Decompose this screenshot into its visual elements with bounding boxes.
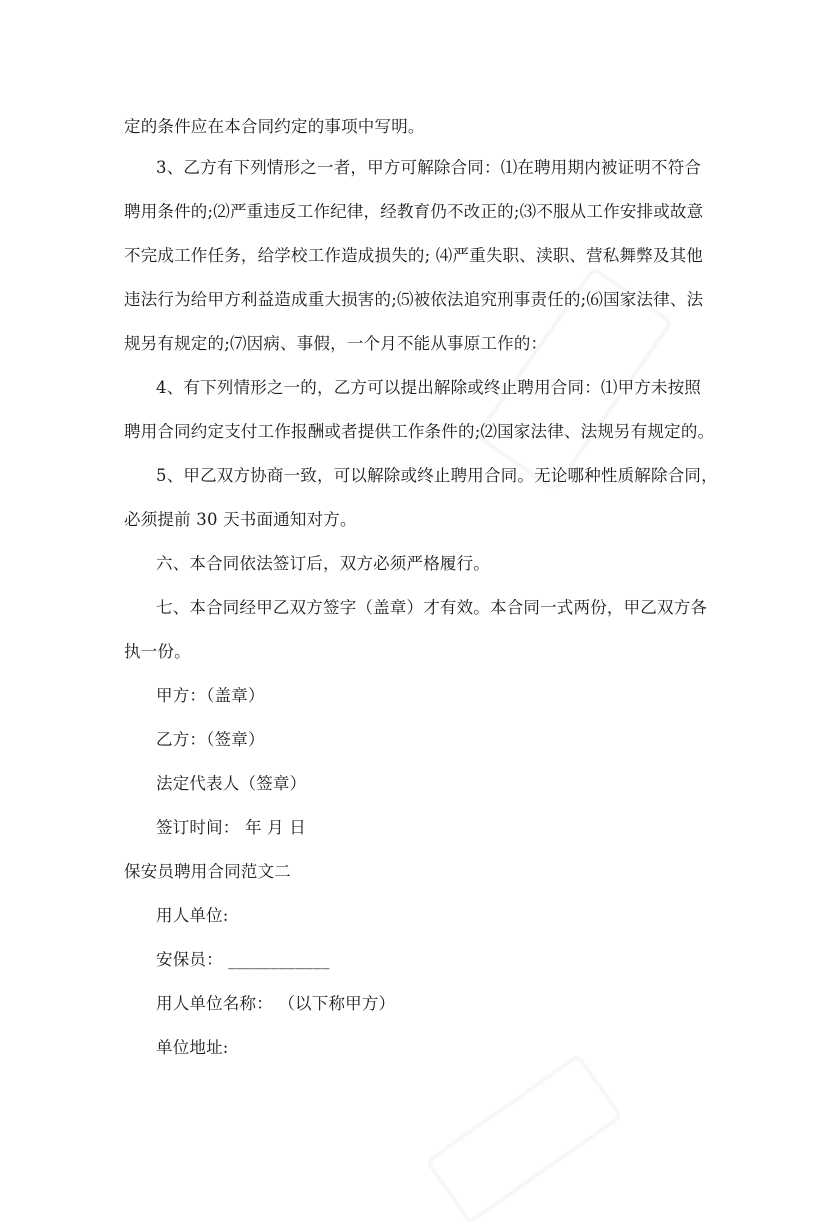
text-line: 聘用合同约定支付工作报酬或者提供工作条件的;⑵国家法律、法规另有规定的。 <box>124 422 715 441</box>
employer-address-field: 单位地址: <box>156 1038 229 1057</box>
text-line: 不完成工作任务，给学校工作造成损失的; ⑷严重失职、渎职、营私舞弊及其他 <box>124 246 704 265</box>
text-line: 六、本合同依法签订后，双方必须严格履行。 <box>156 554 490 573</box>
employer-label: 用人单位: <box>156 906 229 925</box>
text-line: 七、本合同经甲乙双方签字（盖章）才有效。本合同一式两份，甲乙双方各 <box>156 598 708 617</box>
text-line: 聘用条件的;⑵严重违反工作纪律，经教育仍不改正的;⑶不服从工作安排或故意 <box>124 202 704 221</box>
signature-party-b: 乙方：（签章） <box>156 730 265 749</box>
signature-legal-rep: 法定代表人（签章） <box>156 774 307 793</box>
signature-party-a: 甲方：（盖章） <box>156 686 265 705</box>
employer-name-field: 用人单位名称： （以下称甲方） <box>156 994 396 1013</box>
section-title: 保安员聘用合同范文二 <box>124 862 291 881</box>
text-line: 3、乙方有下列情形之一者，甲方可解除合同：⑴在聘用期内被证明不符合 <box>156 158 702 177</box>
watermark-stamp <box>425 1053 624 1225</box>
security-guard-field: 安保员： ____________ <box>156 950 330 969</box>
text-line: 4、有下列情形之一的，乙方可以提出解除或终止聘用合同：⑴甲方未按照 <box>156 378 702 397</box>
text-line: 执一份。 <box>124 642 191 661</box>
text-line: 规另有规定的;⑺因病、事假，一个月不能从事原工作的： <box>124 334 548 353</box>
text-line: 5、甲乙双方协商一致，可以解除或终止聘用合同。无论哪种性质解除合同， <box>156 466 718 485</box>
text-line: 违法行为给甲方利益造成重大损害的;⑸被依法追究刑事责任的;⑹国家法律、法 <box>124 290 704 309</box>
signing-date: 签订时间： 年 月 日 <box>156 818 306 837</box>
text-line: 必须提前 30 天书面通知对方。 <box>124 510 357 529</box>
text-line: 定的条件应在本合同约定的事项中写明。 <box>124 117 425 136</box>
